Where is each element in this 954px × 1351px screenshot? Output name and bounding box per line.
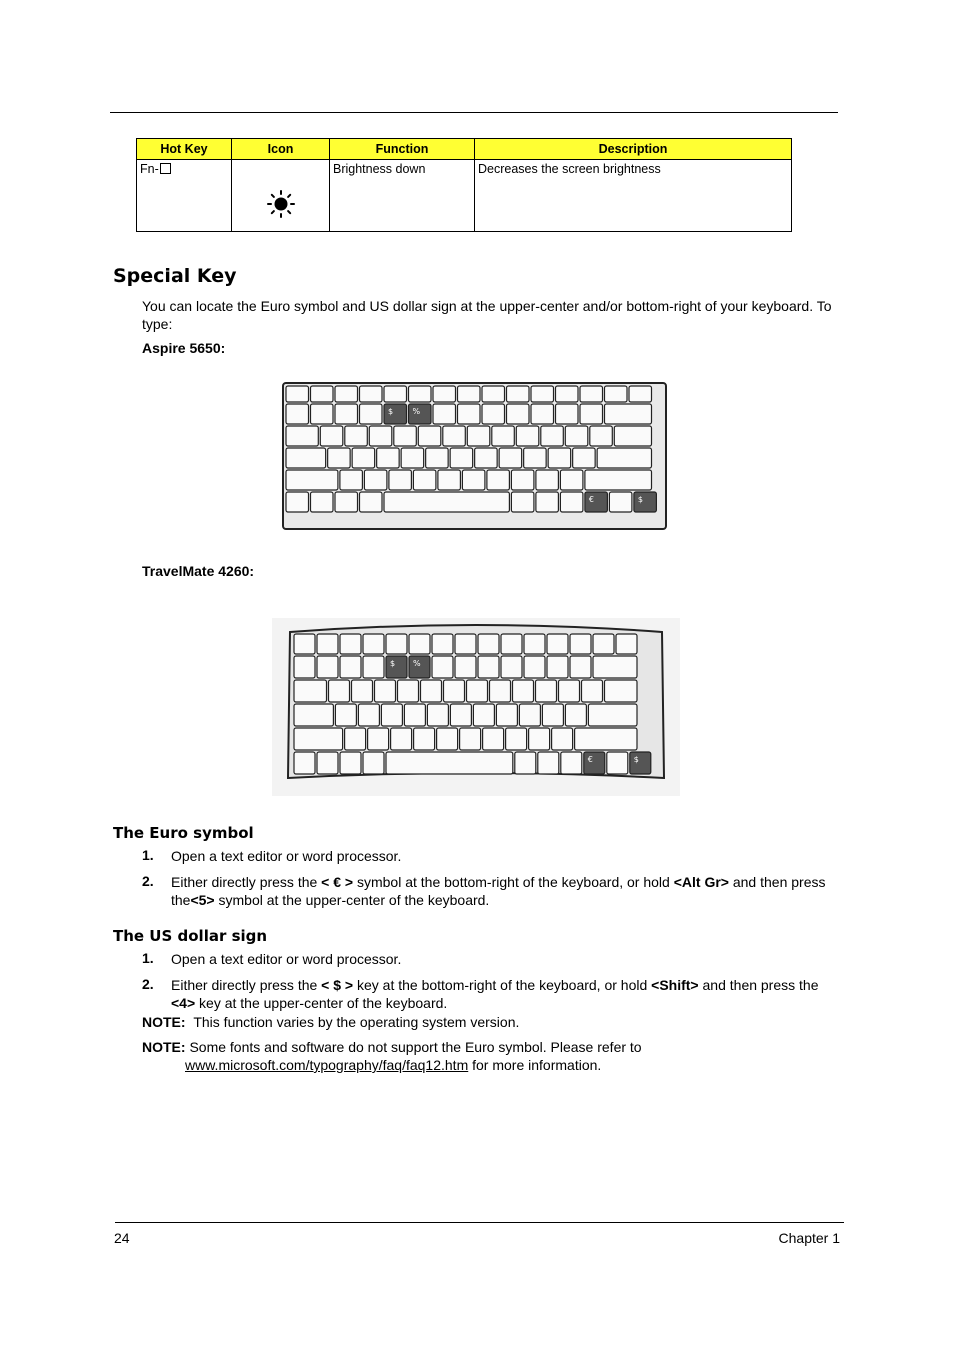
euro-title: The Euro symbol bbox=[113, 824, 254, 842]
keyboard-key bbox=[490, 680, 511, 702]
keyboard-key bbox=[409, 386, 432, 402]
key-glyph: € bbox=[588, 495, 594, 504]
keyboard-key bbox=[529, 728, 550, 750]
keyboard-key bbox=[570, 656, 591, 678]
keyboard-key bbox=[511, 492, 534, 512]
keyboard-key bbox=[413, 470, 436, 490]
key-glyph: $ bbox=[390, 659, 396, 668]
keyboard-key bbox=[542, 704, 563, 726]
keyboard-key bbox=[335, 704, 356, 726]
fn-key-icon bbox=[160, 163, 171, 174]
keyboard-key bbox=[547, 656, 568, 678]
keyboard-key bbox=[444, 680, 465, 702]
key-glyph: % bbox=[413, 659, 421, 668]
keyboard-key bbox=[629, 386, 652, 402]
keyboard-key bbox=[384, 492, 509, 512]
keyboard-key bbox=[438, 470, 461, 490]
keyboard-key bbox=[552, 728, 573, 750]
keyboard-key bbox=[483, 728, 504, 750]
keyboard-key bbox=[358, 704, 379, 726]
keyboard-key bbox=[501, 656, 522, 678]
keyboard-key bbox=[482, 386, 505, 402]
keyboard-key bbox=[511, 470, 534, 490]
keyboard-key bbox=[460, 728, 481, 750]
keyboard-key bbox=[524, 634, 545, 654]
keyboard-key bbox=[507, 386, 530, 402]
keyboard-key bbox=[340, 752, 361, 774]
keyboard-key bbox=[559, 680, 580, 702]
keyboard-key bbox=[538, 752, 559, 774]
keyboard-key bbox=[432, 634, 453, 654]
keyboard-key bbox=[560, 470, 583, 490]
keyboard-key bbox=[329, 680, 350, 702]
keyboard-key bbox=[427, 704, 448, 726]
keyboard-key bbox=[499, 448, 522, 468]
keyboard-key bbox=[478, 634, 499, 654]
note-1: NOTE: This function varies by the operating system version. bbox=[142, 1014, 520, 1030]
keyboard-key bbox=[501, 634, 522, 654]
note-2: NOTE: Some fonts and software do not support the Euro symbol. Please refer to www.microsoft.com/typography/faq/faq12.htm for more information. bbox=[142, 1039, 642, 1073]
keyboard-key bbox=[294, 656, 315, 678]
keyboard-key bbox=[432, 656, 453, 678]
keyboard-key bbox=[605, 404, 652, 424]
keyboard-key bbox=[605, 680, 638, 702]
keyboard-key bbox=[384, 386, 407, 402]
keyboard-key bbox=[317, 634, 338, 654]
keyboard-key bbox=[443, 426, 466, 446]
brightness-icon bbox=[267, 190, 295, 218]
col-header-description: Description bbox=[475, 139, 792, 160]
keyboard-key bbox=[573, 448, 596, 468]
keyboard-key bbox=[286, 404, 309, 424]
cell-function: Brightness down bbox=[330, 160, 475, 232]
keyboard-key bbox=[391, 728, 412, 750]
keyboard-key bbox=[565, 704, 586, 726]
travelmate-keyboard-image bbox=[272, 618, 680, 796]
keyboard-key bbox=[531, 404, 554, 424]
keyboard-key bbox=[340, 470, 363, 490]
keyboard-key bbox=[286, 448, 326, 468]
keyboard-key bbox=[317, 656, 338, 678]
dollar-step1-text: Open a text editor or word processor. bbox=[171, 951, 402, 967]
keyboard-key bbox=[548, 448, 571, 468]
euro-step1-number: 1. bbox=[142, 847, 154, 863]
keyboard-key bbox=[590, 426, 613, 446]
keyboard-key bbox=[556, 386, 579, 402]
keyboard-key bbox=[605, 386, 628, 402]
keyboard-key bbox=[409, 634, 430, 654]
keyboard-key bbox=[335, 386, 358, 402]
keyboard-key bbox=[404, 704, 425, 726]
section-intro: You can locate the Euro symbol and US dollar sign at the upper-center and/or bottom-right of your keyboard. To type: bbox=[142, 298, 832, 332]
euro-step1-text: Open a text editor or word processor. bbox=[171, 848, 402, 864]
keyboard-key bbox=[450, 704, 471, 726]
dollar-key-symbol: < $ > bbox=[321, 977, 354, 993]
euro-key-symbol: < € > bbox=[321, 874, 354, 890]
keyboard-key bbox=[368, 728, 389, 750]
keyboard-key bbox=[328, 448, 351, 468]
keyboard-key bbox=[317, 752, 338, 774]
cell-hotkey: Fn- bbox=[137, 160, 232, 232]
keyboard-key bbox=[375, 680, 396, 702]
keyboard-key bbox=[616, 634, 637, 654]
keyboard-key bbox=[414, 728, 435, 750]
keyboard-key bbox=[482, 404, 505, 424]
keyboard-key bbox=[588, 704, 637, 726]
keyboard-key bbox=[426, 448, 449, 468]
keyboard-key bbox=[360, 404, 383, 424]
keyboard-key bbox=[607, 752, 628, 774]
keyboard-key bbox=[340, 634, 361, 654]
keyboard-key bbox=[381, 704, 402, 726]
model-aspire-label: Aspire 5650: bbox=[142, 340, 226, 356]
keyboard-key bbox=[340, 656, 361, 678]
keyboard-key bbox=[286, 492, 309, 512]
cell-description: Decreases the screen brightness bbox=[475, 160, 792, 232]
key-glyph: € bbox=[587, 755, 593, 764]
keyboard-key bbox=[597, 448, 651, 468]
keyboard-key bbox=[421, 680, 442, 702]
keyboard-key bbox=[519, 704, 540, 726]
keyboard-key bbox=[360, 492, 383, 512]
keyboard-key bbox=[377, 448, 400, 468]
keyboard-key bbox=[286, 386, 309, 402]
microsoft-faq-link[interactable]: www.microsoft.com/typography/faq/faq12.htm bbox=[185, 1057, 469, 1073]
keyboard-key bbox=[524, 656, 545, 678]
keyboard-key bbox=[513, 680, 534, 702]
keyboard-key bbox=[565, 426, 588, 446]
keyboard-key bbox=[585, 470, 652, 490]
keyboard-key bbox=[536, 680, 557, 702]
keyboard-key bbox=[418, 426, 441, 446]
keyboard-key bbox=[455, 634, 476, 654]
keyboard-key bbox=[455, 656, 476, 678]
col-header-hotkey: Hot Key bbox=[137, 139, 232, 160]
keyboard-key bbox=[369, 426, 392, 446]
keyboard-key bbox=[294, 680, 327, 702]
keyboard-key bbox=[614, 426, 651, 446]
keyboard-key bbox=[593, 634, 614, 654]
keyboard-key bbox=[524, 448, 547, 468]
col-header-function: Function bbox=[330, 139, 475, 160]
footer-rule bbox=[115, 1222, 844, 1223]
keyboard-key bbox=[363, 752, 384, 774]
keyboard-key bbox=[531, 386, 554, 402]
keyboard-key bbox=[458, 404, 481, 424]
keyboard-key bbox=[593, 656, 637, 678]
key-glyph: % bbox=[412, 407, 421, 416]
keyboard-key bbox=[496, 704, 517, 726]
keyboard-key bbox=[462, 470, 485, 490]
keyboard-key bbox=[450, 448, 473, 468]
keyboard-key bbox=[433, 404, 456, 424]
keyboard-key bbox=[467, 680, 488, 702]
keyboard-key bbox=[475, 448, 498, 468]
model-travelmate-label: TravelMate 4260: bbox=[142, 563, 255, 579]
keyboard-key bbox=[345, 426, 368, 446]
keyboard-key bbox=[386, 752, 513, 774]
key-glyph: $ bbox=[637, 495, 643, 504]
keyboard-key bbox=[294, 752, 315, 774]
keyboard-key bbox=[294, 704, 333, 726]
keyboard-key bbox=[541, 426, 564, 446]
keyboard-key bbox=[335, 404, 358, 424]
hotkey-table bbox=[136, 138, 792, 232]
page-number: 24 bbox=[114, 1230, 130, 1246]
keyboard-key bbox=[352, 680, 373, 702]
chapter-label: Chapter 1 bbox=[778, 1230, 840, 1246]
keyboard-key bbox=[536, 492, 559, 512]
keyboard-key bbox=[294, 728, 343, 750]
dollar-title: The US dollar sign bbox=[113, 927, 268, 945]
keyboard-key bbox=[360, 386, 383, 402]
keyboard-key bbox=[467, 426, 490, 446]
keyboard-key bbox=[294, 634, 315, 654]
key-glyph: $ bbox=[388, 407, 394, 416]
dollar-step1-number: 1. bbox=[142, 950, 154, 966]
keyboard-key bbox=[363, 634, 384, 654]
keyboard-key bbox=[478, 656, 499, 678]
keyboard-key bbox=[570, 634, 591, 654]
keyboard-key bbox=[506, 728, 527, 750]
aspire-keyboard-image bbox=[282, 382, 667, 531]
keyboard-key bbox=[311, 492, 334, 512]
keyboard-key bbox=[580, 386, 603, 402]
keyboard-key bbox=[547, 634, 568, 654]
keyboard-key bbox=[516, 426, 539, 446]
header-rule bbox=[110, 112, 838, 113]
euro-step2-number: 2. bbox=[142, 873, 154, 889]
keyboard-key bbox=[492, 426, 515, 446]
keyboard-key bbox=[433, 386, 456, 402]
keyboard-key bbox=[345, 728, 366, 750]
keyboard-key bbox=[507, 404, 530, 424]
keyboard-key bbox=[386, 634, 407, 654]
dollar-step2-text: Either directly press the < $ > key at the bottom-right of the keyboard, or hold <Shift> and then press the <4> key at the upper-center of the keyboard. bbox=[171, 977, 819, 1011]
keyboard-key bbox=[398, 680, 419, 702]
keyboard-key bbox=[473, 704, 494, 726]
keyboard-key bbox=[575, 728, 637, 750]
keyboard-key bbox=[286, 470, 338, 490]
cell-icon bbox=[232, 160, 330, 232]
keyboard-key bbox=[363, 656, 384, 678]
table-header-row bbox=[137, 139, 792, 160]
keyboard-key bbox=[487, 470, 510, 490]
keyboard-key bbox=[320, 426, 343, 446]
euro-step2-text: Either directly press the < € > symbol at the bottom-right of the keyboard, or hold <Alt Gr> and then press the<5> symbol at the upper-center of the keyboard. bbox=[171, 874, 826, 908]
keyboard-key bbox=[458, 386, 481, 402]
keyboard-key bbox=[515, 752, 536, 774]
section-title: Special Key bbox=[113, 265, 237, 287]
keyboard-key bbox=[401, 448, 424, 468]
keyboard-key bbox=[582, 680, 603, 702]
keyboard-key bbox=[561, 752, 582, 774]
keyboard-key bbox=[352, 448, 375, 468]
keyboard-key bbox=[437, 728, 458, 750]
keyboard-key bbox=[560, 492, 583, 512]
keyboard-key bbox=[556, 404, 579, 424]
dollar-step2-number: 2. bbox=[142, 976, 154, 992]
keyboard-key bbox=[311, 404, 334, 424]
table-row bbox=[137, 160, 792, 232]
keyboard-key bbox=[536, 470, 559, 490]
key-glyph: $ bbox=[633, 755, 639, 764]
keyboard-key bbox=[335, 492, 358, 512]
keyboard-key bbox=[609, 492, 632, 512]
keyboard-key bbox=[580, 404, 603, 424]
keyboard-key bbox=[286, 426, 318, 446]
keyboard-key bbox=[364, 470, 387, 490]
col-header-icon: Icon bbox=[232, 139, 330, 160]
keyboard-key bbox=[394, 426, 417, 446]
keyboard-key bbox=[389, 470, 412, 490]
keyboard-key bbox=[311, 386, 334, 402]
